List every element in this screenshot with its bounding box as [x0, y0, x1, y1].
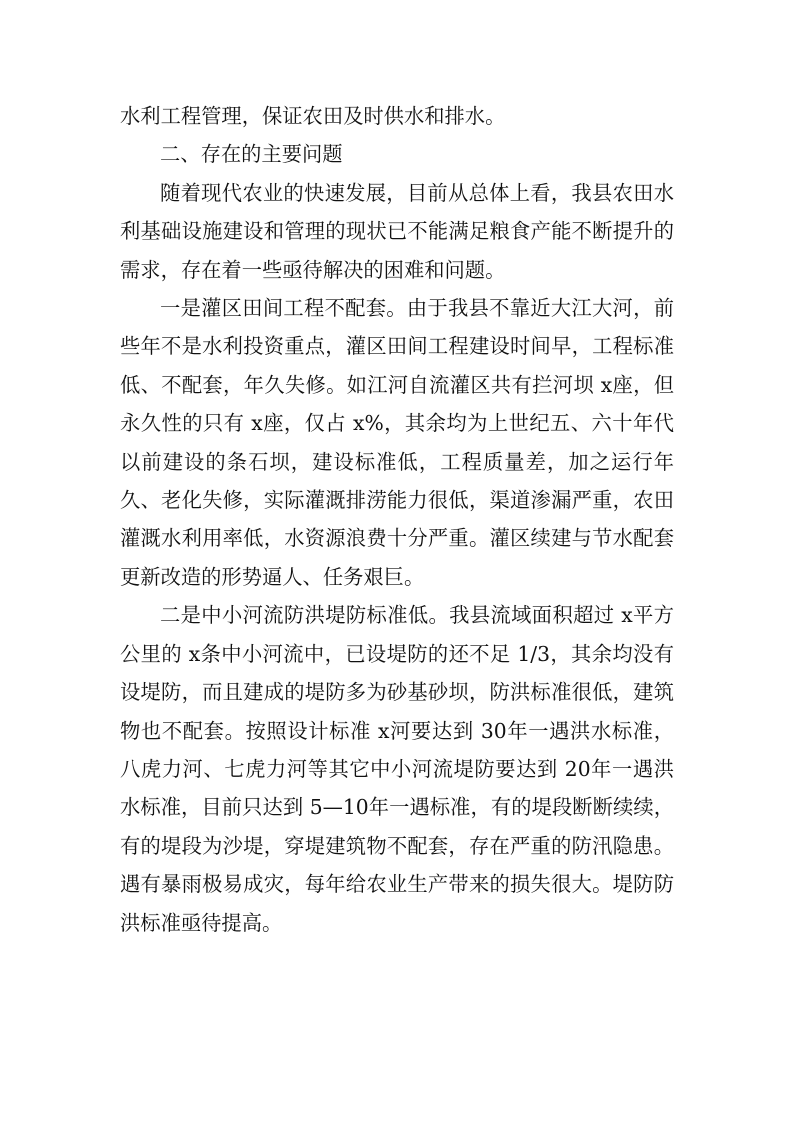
- paragraph-overview: 随着现代农业的快速发展，目前从总体上看，我县农田水利基础设施建设和管理的现状已不能满足粮食产能不断提升的需求，存在着一些亟待解决的困难和问题。: [120, 180, 674, 282]
- paragraph-continuation: 水利工程管理，保证农田及时供水和排水。: [120, 104, 506, 128]
- paragraph-issue-one: 一是灌区田间工程不配套。由于我县不靠近大江大河，前些年不是水利投资重点，灌区田间工程建设时间早，工程标准低、不配套，年久失修。如江河自流灌区共有拦河坝 x座，但永久性的只有 x座，仅占 x%，其余均为上世纪五、六十年代以前建设的条石坝，建设标准低，工程质量差，加之运行年久、老化失修，实际灌溉排涝能力很低，渠道渗漏严重，农田灌溉水利用率低，水资源浪费十分严重。灌区续建与节水配套更新改造的形势逼人、任务艰巨。: [120, 296, 674, 589]
- body-text: [120, 97, 674, 942]
- section-heading: 二、存在的主要问题: [160, 142, 343, 167]
- paragraph-issue-two: 二是中小河流防洪堤防标准低。我县流域面积超过 x平方公里的 x条中小河流中，已设堤防的还不足 1/3，其余均没有设堤防，而且建成的堤防多为砂基砂坝，防洪标准很低，建筑物也不配套。按照设计标准 x河要达到 30年一遇洪水标准，八虎力河、七虎力河等其它中小河流堤防要达到 20年一遇洪水标准，目前只达到 5—10年一遇标准，有的堤段断断续续，有的堤段为沙堤，穿堤建筑物不配套，存在严重的防汛隐患。遇有暴雨极易成灾，每年给农业生产带来的损失很大。堤防防洪标准亟待提高。: [120, 603, 674, 935]
